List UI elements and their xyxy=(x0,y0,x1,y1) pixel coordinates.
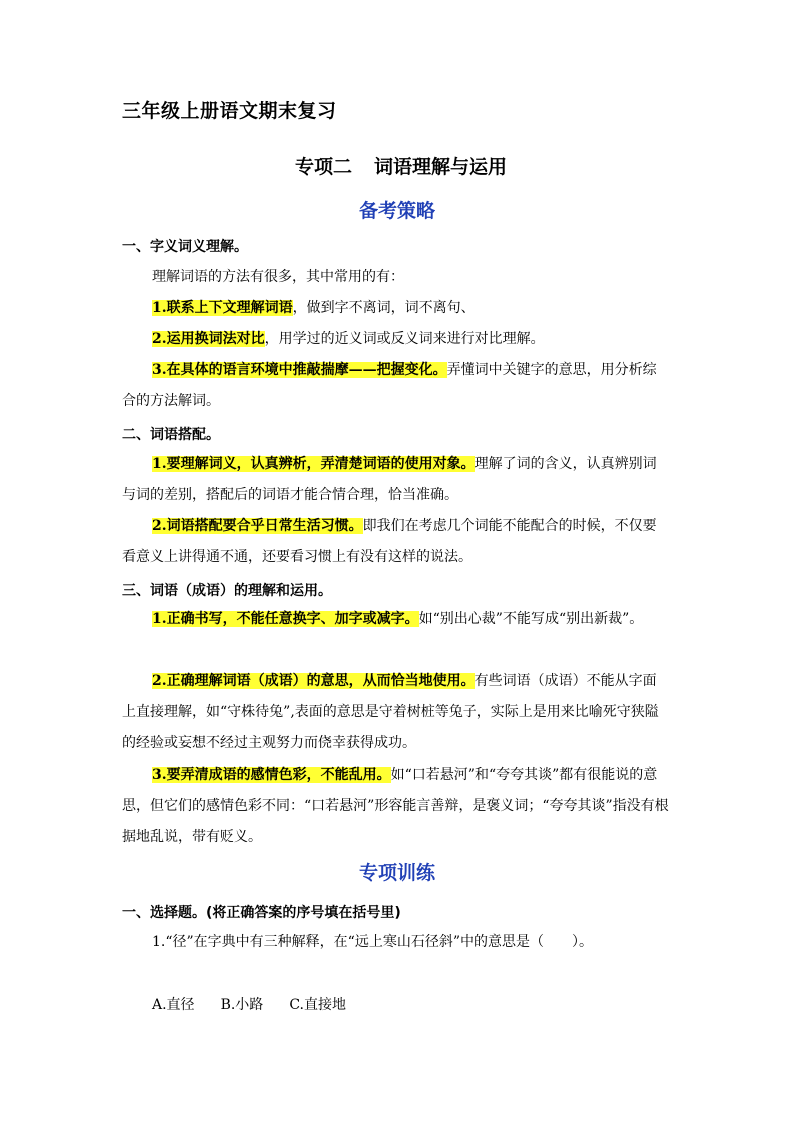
section-1-heading: 一、字义词义理解。 xyxy=(122,239,248,255)
exercise-heading: 一、选择题。(将正确答案的序号填在括号里) xyxy=(122,905,401,921)
document-title: 三年级上册语文期末复习 xyxy=(122,100,337,122)
subject-title xyxy=(0,152,794,179)
section-3-heading: 三、词语（成语）的理解和运用。 xyxy=(122,583,332,599)
section-1-point-1-text: ，做到字不离词，词不离句、 xyxy=(292,300,475,316)
section-3-point-1-key: 1.正确书写，不能任意换字、加字或减字。 xyxy=(152,611,419,627)
section-2-point-2 xyxy=(122,511,670,573)
section-2-point-1 xyxy=(122,449,670,511)
question-1-stem: 1.“径”在字典中有三种解释，在“远上寒山石径斜”中的意思是（ ）。 xyxy=(152,934,593,950)
section-3-point-3 xyxy=(122,760,670,853)
section-3-point-3-text: 如“口若悬河”和“夸夸其谈”都有很能说的意思，但它们的感情色彩不同：“口若悬河”形容能言善辩，是褒义词；“夸夸其谈”指没有根据地乱说，带有贬义。 xyxy=(122,767,669,845)
section-2-point-2-text: 即我们在考虑几个词能不能配合的时候，不仅要看意义上讲得通不通，还要看习惯上有没有这样的说法。 xyxy=(122,518,657,565)
subject-part-number: 专项二 xyxy=(294,156,352,178)
section-1-point-3-key: 3.在具体的语言环境中推敲揣摩——把握变化。 xyxy=(152,362,447,378)
question-1-option-c: C.直接地 xyxy=(289,997,346,1013)
section-3-point-1 xyxy=(122,604,670,635)
section-3-point-1-text: 如“别出心裁”不能写成“别出新裁”。 xyxy=(418,611,644,627)
section-1-point-2-key: 2.运用换词法对比 xyxy=(152,331,265,347)
section-1-point-2-text: ，用学过的近义词或反义词来进行对比理解。 xyxy=(264,331,545,347)
section-1-point-3 xyxy=(122,355,670,417)
question-1-option-a: A.直径 xyxy=(152,997,195,1013)
training-title: 专项训练 xyxy=(358,862,435,884)
section-2-point-2-key: 2.词语搭配要合乎日常生活习惯。 xyxy=(152,518,363,534)
section-1-point-3-text: 弄懂词中关键字的意思，用分析综合的方法解词。 xyxy=(122,362,657,409)
section-3-point-2 xyxy=(122,666,670,759)
section-3-point-2-key: 2.正确理解词语（成语）的意思，从而恰当地使用。 xyxy=(152,673,475,689)
section-3-point-3-key: 3.要弄清成语的感情色彩，不能乱用。 xyxy=(152,767,391,783)
question-1-option-b: B.小路 xyxy=(220,997,264,1013)
section-2-point-1-key: 1.要理解词义，认真辨析，弄清楚词语的使用对象。 xyxy=(152,456,475,472)
section-2-point-1-text: 理解了词的含义，认真辨别词与词的差别，搭配后的词语才能合情合理，恰当准确。 xyxy=(122,456,657,503)
section-2-heading: 二、词语搭配。 xyxy=(122,427,220,443)
strategy-title: 备考策略 xyxy=(358,200,435,222)
section-1-intro: 理解词语的方法有很多，其中常用的有： xyxy=(152,269,404,285)
section-1-point-2 xyxy=(122,324,670,355)
section-1-point-1 xyxy=(122,293,670,324)
section-1-point-1-key: 1.联系上下文理解词语 xyxy=(152,300,293,316)
subject-part-name: 词语理解与运用 xyxy=(374,156,508,178)
question-1-options xyxy=(152,994,346,1014)
section-3-point-2-text: 有些词语（成语）不能从字面上直接理解，如“守株待兔”,表面的意思是守着树桩等兔子，实际上是用来比喻死守狭隘的经验或妄想不经过主观努力而侥幸获得成功。 xyxy=(122,673,659,751)
